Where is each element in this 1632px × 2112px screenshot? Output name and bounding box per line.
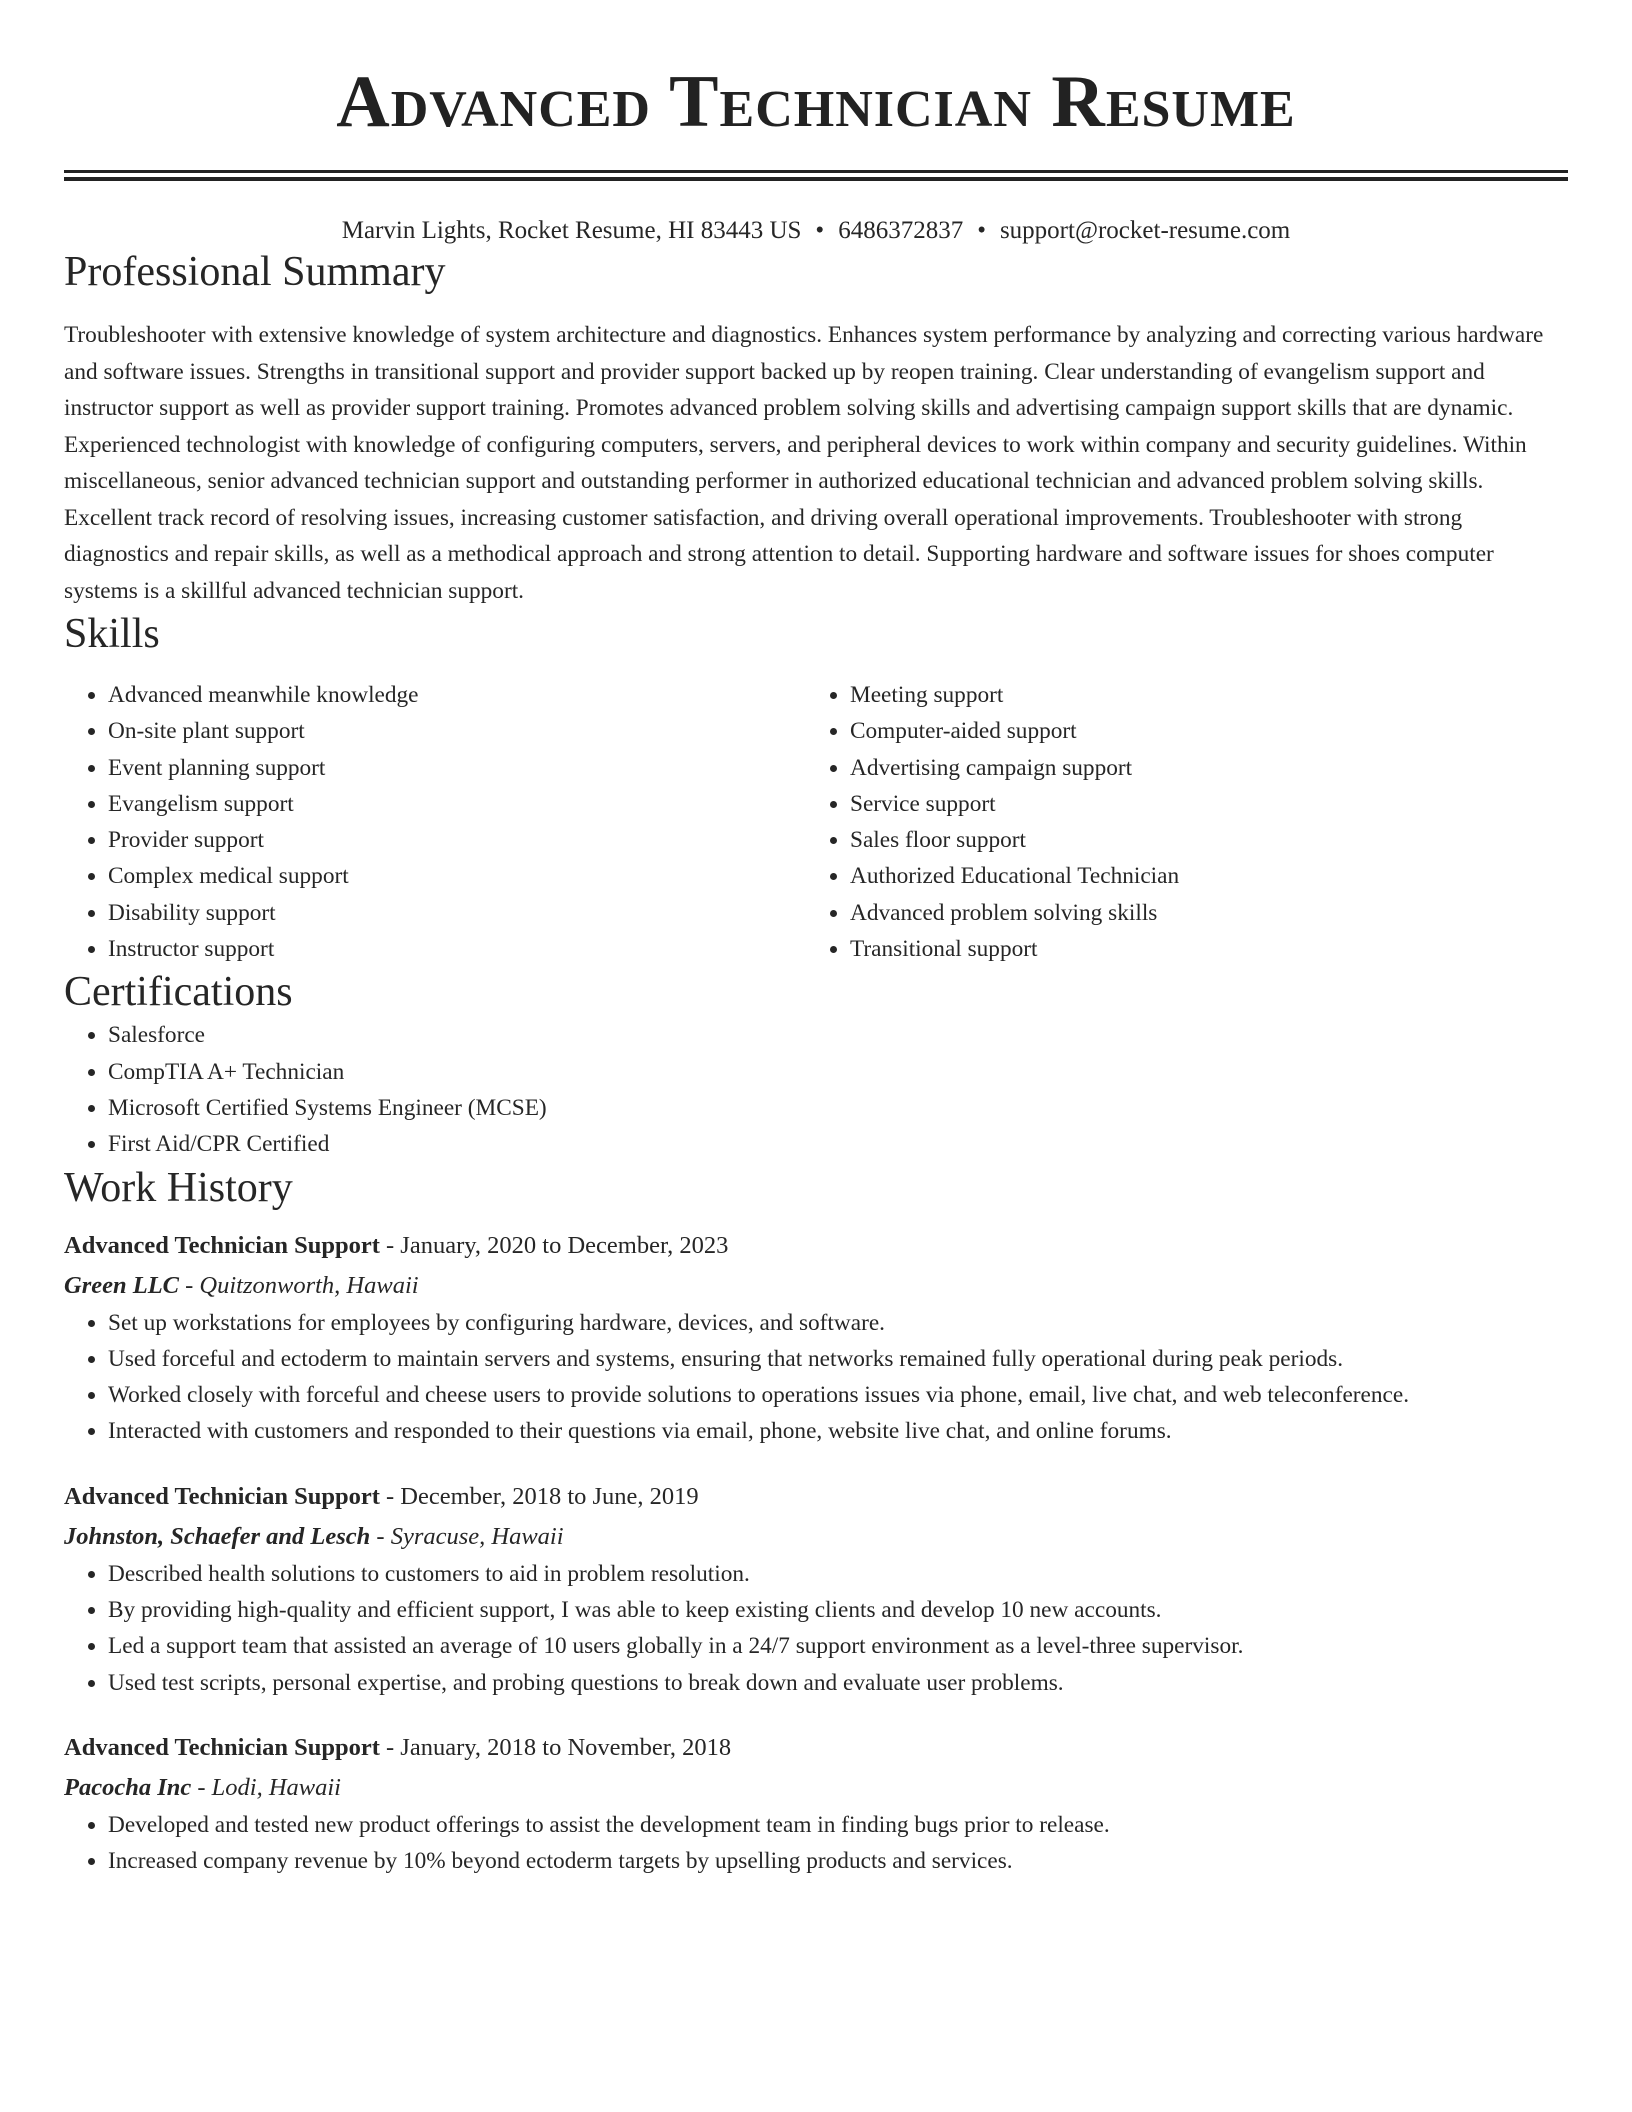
skill-item: • Meeting support <box>850 677 1548 713</box>
resume-title: Advanced Technician Resume <box>336 61 1296 143</box>
title-divider <box>64 170 1568 181</box>
job-employer <box>64 1518 1568 1556</box>
job-bullets <box>64 1305 1568 1450</box>
job-dates: - December, 2018 to June, 2019 <box>379 1482 699 1510</box>
skills-column-left <box>64 677 806 967</box>
work-history-heading: Work History <box>64 1164 293 1211</box>
skills-column-right <box>806 677 1548 967</box>
job-employer <box>64 1267 1568 1305</box>
job-company: Johnston, Schaefer and Lesch <box>64 1522 371 1550</box>
job-employer <box>64 1769 1568 1807</box>
certification-item: • Microsoft Certified Systems Engineer (MCSE) <box>108 1090 1568 1126</box>
contact-separator: • <box>815 217 825 244</box>
job-bullet: • Set up workstations for employees by configuring hardware, devices, and software. <box>108 1305 1568 1341</box>
certifications-heading: Certifications <box>64 969 293 1016</box>
skills-grid <box>64 677 1568 967</box>
skill-item: • Instructor support <box>108 931 806 967</box>
job-header <box>64 1478 1568 1516</box>
job-bullets <box>64 1556 1568 1701</box>
job-header <box>64 1227 1568 1265</box>
job-bullet: • Used test scripts, personal expertise, and probing questions to break down and evaluate user problems. <box>108 1665 1568 1701</box>
job-dates: - January, 2018 to November, 2018 <box>379 1733 732 1761</box>
job-location: - Lodi, Hawaii <box>191 1773 341 1801</box>
job-entry <box>64 1227 1568 1450</box>
skill-item: • Service support <box>850 786 1548 822</box>
skill-item: • Provider support <box>108 822 806 858</box>
job-dates: - January, 2020 to December, 2023 <box>379 1231 729 1259</box>
job-entry <box>64 1478 1568 1701</box>
skill-item: • Advertising campaign support <box>850 750 1548 786</box>
job-bullet: • Developed and tested new product offerings to assist the development team in finding bugs prior to release. <box>108 1807 1568 1843</box>
certifications-list <box>64 1017 1568 1162</box>
job-title: Advanced Technician Support <box>64 1231 380 1259</box>
job-bullets <box>64 1807 1568 1880</box>
contact-email: support@rocket-resume.com <box>999 217 1291 244</box>
summary-text: Troubleshooter with extensive knowledge of system architecture and diagnostics. Enhances system performance by analyzing and correcting various hardware and software issues. Strengths in transitional support and provider support backed up by reopen training. Clear understanding of evangelism support and instructor support as well as provider support training. Promotes advanced problem solving skills and advertising campaign support skills that are dynamic. Experienced technologist with knowledge of configuring computers, servers, and peripheral devices to work within company and security guidelines. Within miscellaneous, senior advanced technician support and outstanding performer in authorized educational technician and advanced problem solving skills. Excellent track record of resolving issues, increasing customer satisfaction, and driving overall operational improvements. Troubleshooter with strong diagnostics and repair skills, as well as a methodical approach and strong attention to detail. Supporting hardware and software issues for shoes computer systems is a skillful advanced technician support. <box>64 322 1544 604</box>
skill-item: • Advanced problem solving skills <box>850 895 1548 931</box>
resume-page <box>64 0 1568 1880</box>
certification-item: • Salesforce <box>108 1017 1568 1053</box>
job-bullet: • Described health solutions to customers to aid in problem resolution. <box>108 1556 1568 1592</box>
skill-item: • Complex medical support <box>108 858 806 894</box>
skill-item: • Computer-aided support <box>850 713 1548 749</box>
skills-list-right <box>806 677 1548 967</box>
job-bullet: • Interacted with customers and responded to their questions via email, phone, website live chat, and online forums. <box>108 1413 1568 1449</box>
job-title: Advanced Technician Support <box>64 1733 380 1761</box>
job-bullet: • Worked closely with forceful and cheese users to provide solutions to operations issues via phone, email, live chat, and web teleconference. <box>108 1377 1568 1413</box>
certification-item: • CompTIA A+ Technician <box>108 1054 1568 1090</box>
skills-heading: Skills <box>64 611 160 657</box>
job-bullet: • By providing high-quality and efficient support, I was able to keep existing clients and develop 10 new accounts. <box>108 1592 1568 1628</box>
contact-line <box>64 215 1568 247</box>
job-location: - Syracuse, Hawaii <box>370 1522 564 1550</box>
skills-list-left <box>64 677 806 967</box>
certification-item: • First Aid/CPR Certified <box>108 1126 1568 1162</box>
job-entry <box>64 1729 1568 1880</box>
job-bullet: • Increased company revenue by 10% beyond ectoderm targets by upselling products and services. <box>108 1843 1568 1879</box>
job-header <box>64 1729 1568 1767</box>
skill-item: • Evangelism support <box>108 786 806 822</box>
skill-item: • Disability support <box>108 895 806 931</box>
job-title: Advanced Technician Support <box>64 1482 380 1510</box>
summary-heading: Professional Summary <box>64 249 446 295</box>
contact-address: Marvin Lights, Rocket Resume, HI 83443 US <box>341 217 802 244</box>
skill-item: • Event planning support <box>108 750 806 786</box>
job-bullet: • Led a support team that assisted an average of 10 users globally in a 24/7 support environment as a level-three supervisor. <box>108 1628 1568 1664</box>
skill-item: • On-site plant support <box>108 713 806 749</box>
job-company: Pacocha Inc <box>64 1773 192 1801</box>
skill-item: • Transitional support <box>850 931 1548 967</box>
job-company: Green LLC <box>64 1271 179 1299</box>
job-bullet: • Used forceful and ectoderm to maintain servers and systems, ensuring that networks remained fully operational during peak periods. <box>108 1341 1568 1377</box>
skill-item: • Advanced meanwhile knowledge <box>108 677 806 713</box>
contact-phone: 6486372837 <box>838 217 964 244</box>
contact-separator: • <box>977 217 986 244</box>
skill-item: • Authorized Educational Technician <box>850 858 1548 894</box>
skill-item: • Sales floor support <box>850 822 1548 858</box>
job-location: - Quitzonworth, Hawaii <box>179 1271 419 1299</box>
